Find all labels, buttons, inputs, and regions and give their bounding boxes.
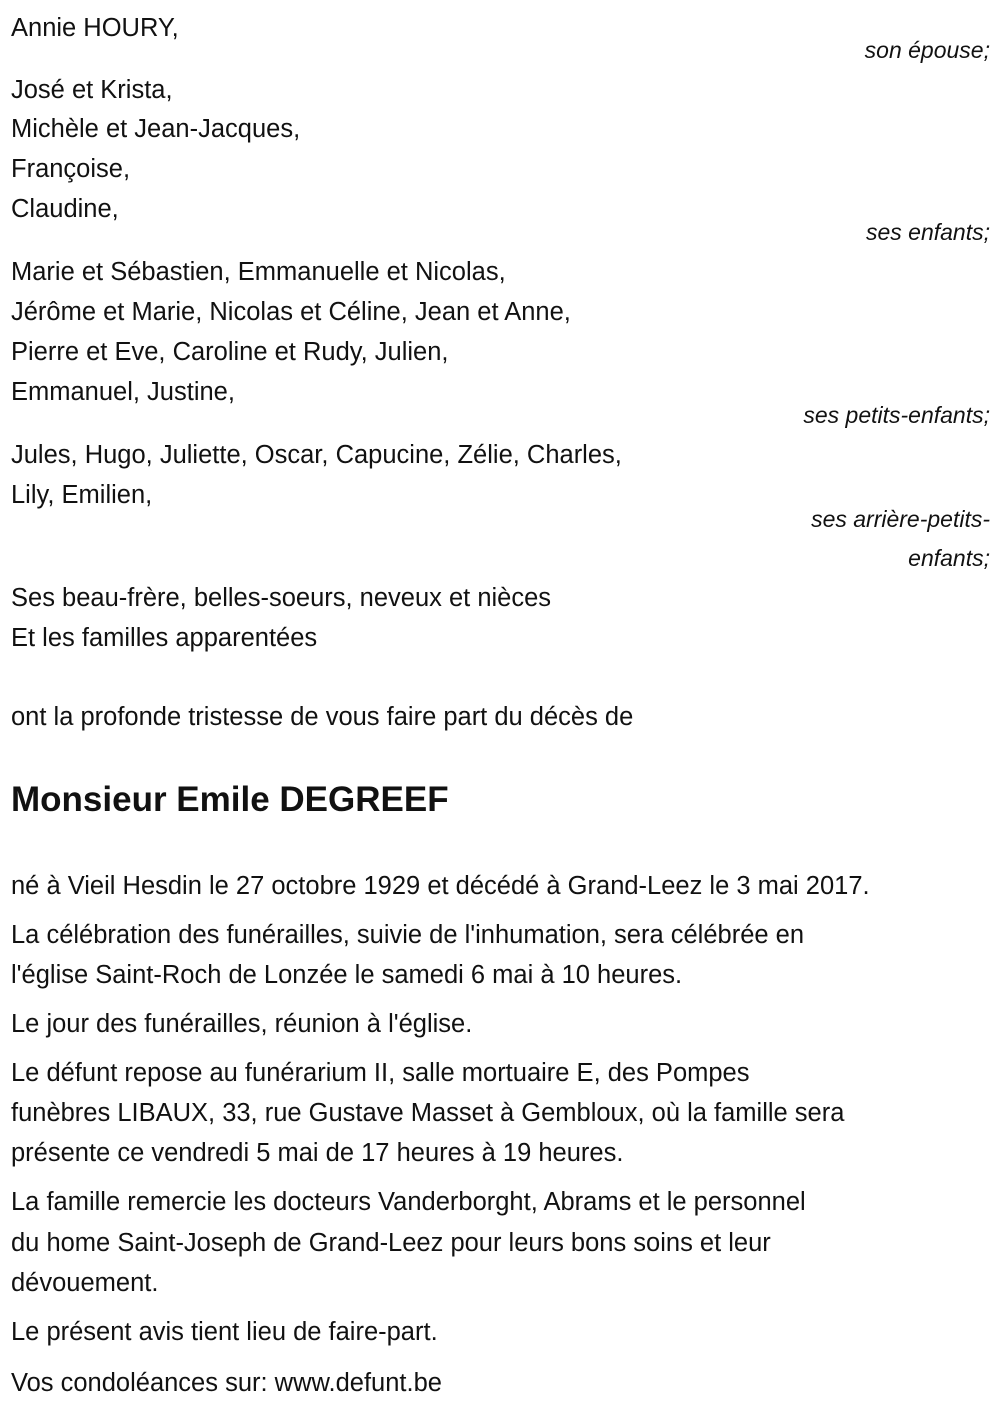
grandchild-line: Emmanuel, Justine,: [11, 378, 235, 406]
repose-line: funèbres LIBAUX, 33, rue Gustave Masset à Gembloux, où la famille sera: [11, 1099, 845, 1127]
child-line: José et Krista,: [11, 76, 173, 104]
grandchildren-label: ses petits-enfants;: [803, 402, 990, 428]
repose-line: présente ce vendredi 5 mai de 17 heures à 19 heures.: [11, 1139, 624, 1167]
relatives-line: Et les familles apparentées: [11, 624, 318, 652]
birth-death: né à Vieil Hesdin le 27 octobre 1929 et décédé à Grand-Leez le 3 mai 2017.: [11, 872, 870, 900]
spouse-name: Annie HOURY,: [11, 14, 179, 42]
grandchild-line: Pierre et Eve, Caroline et Rudy, Julien,: [11, 338, 449, 366]
great-grandchildren-label: ses arrière-petits-: [811, 506, 990, 532]
grandchild-line: Marie et Sébastien, Emmanuelle et Nicolas,: [11, 258, 506, 286]
ceremony-line: La célébration des funérailles, suivie de l'inhumation, sera célébrée en: [11, 921, 805, 949]
relatives-line: Ses beau-frère, belles-soeurs, neveux et nièces: [11, 584, 552, 612]
children-label: ses enfants;: [865, 219, 990, 245]
thanks-line: du home Saint-Joseph de Grand-Leez pour leurs bons soins et leur: [11, 1229, 771, 1257]
thanks-line: dévouement.: [11, 1269, 159, 1297]
child-line: Claudine,: [11, 195, 119, 223]
notice: Le présent avis tient lieu de faire-part.: [11, 1318, 438, 1346]
meeting: Le jour des funérailles, réunion à l'église.: [11, 1010, 473, 1038]
repose-line: Le défunt repose au funérarium II, salle mortuaire E, des Pompes: [11, 1059, 750, 1087]
great-grandchild-line: Lily, Emilien,: [11, 481, 153, 509]
great-grandchildren-label: enfants;: [908, 545, 990, 571]
spouse-label: son épouse;: [864, 37, 990, 63]
announcement: ont la profonde tristesse de vous faire part du décès de: [11, 703, 634, 731]
child-line: Michèle et Jean-Jacques,: [11, 115, 301, 143]
grandchild-line: Jérôme et Marie, Nicolas et Céline, Jean et Anne,: [11, 298, 571, 326]
condolences: Vos condoléances sur: www.defunt.be: [11, 1369, 442, 1397]
child-line: Françoise,: [11, 155, 131, 183]
great-grandchild-line: Jules, Hugo, Juliette, Oscar, Capucine, Zélie, Charles,: [11, 441, 622, 469]
ceremony-line: l'église Saint-Roch de Lonzée le samedi 6 mai à 10 heures.: [11, 961, 683, 989]
deceased-name: Monsieur Emile DEGREEF: [11, 780, 449, 819]
thanks-line: La famille remercie les docteurs Vanderborght, Abrams et le personnel: [11, 1188, 806, 1216]
